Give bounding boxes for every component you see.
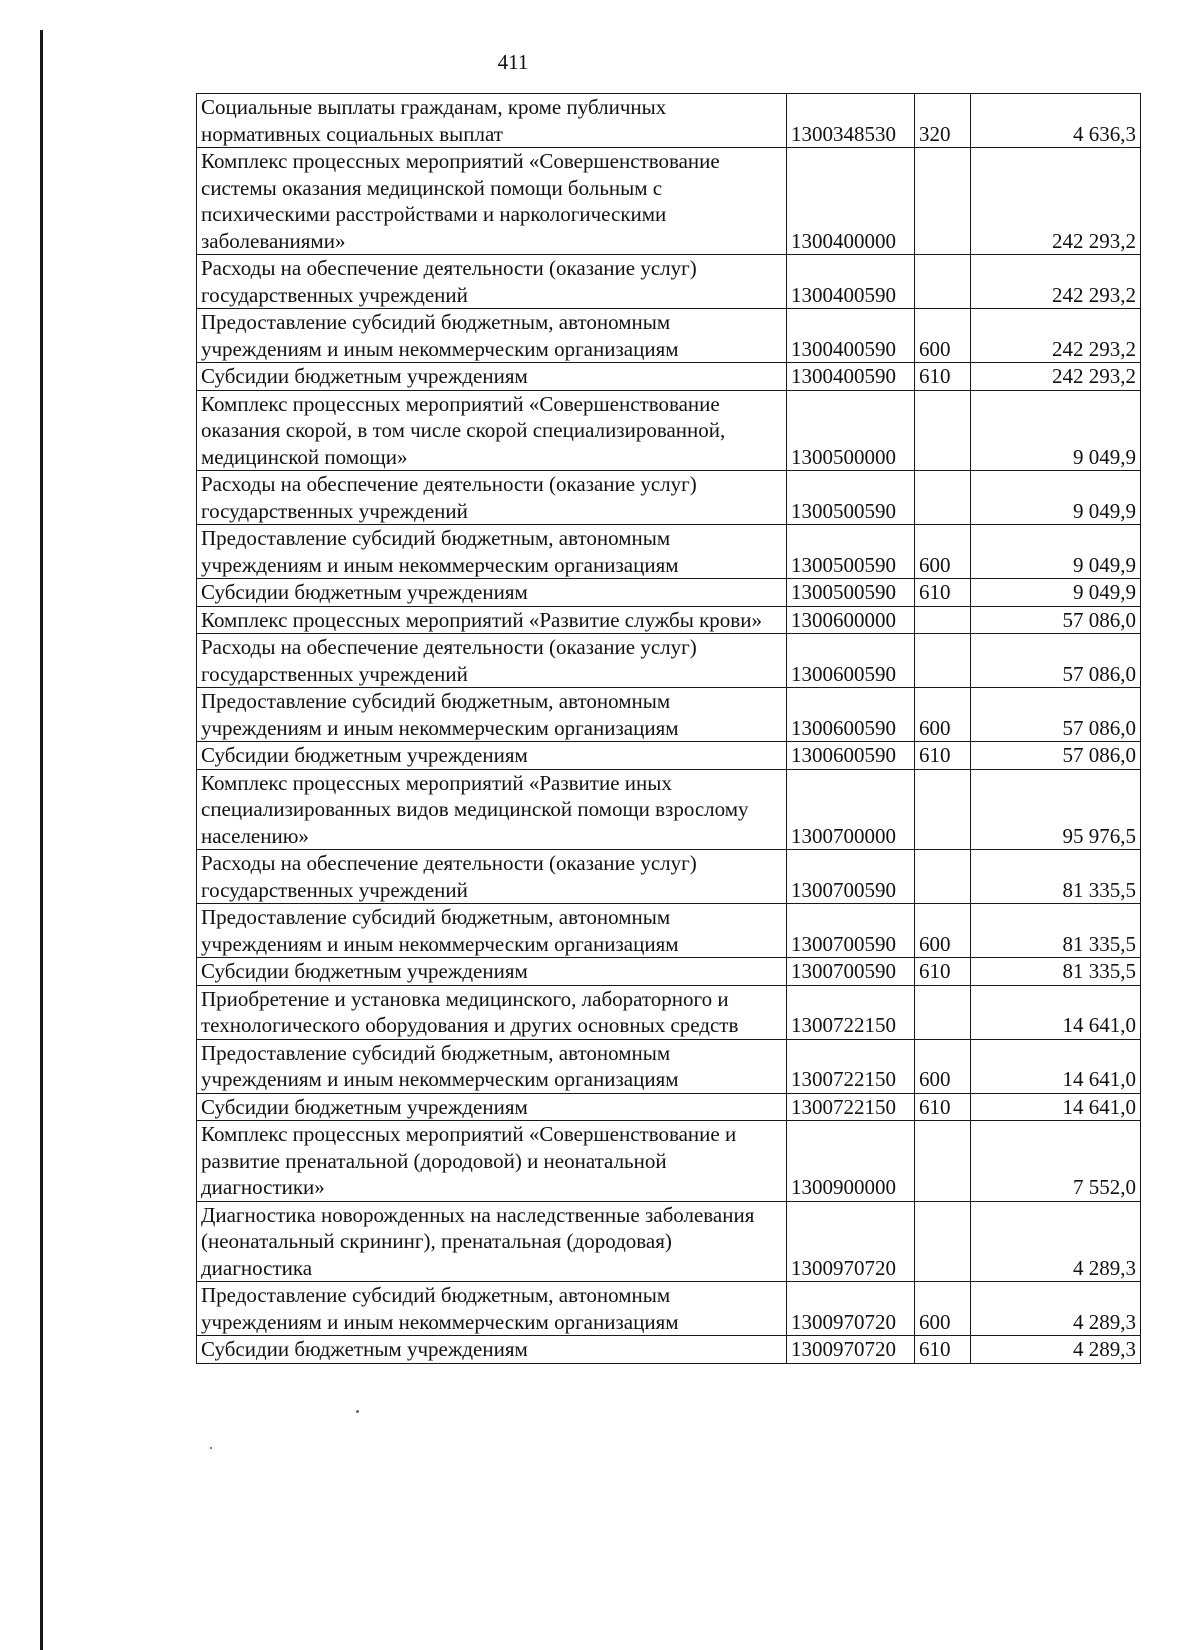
amount-cell: 81 335,5 <box>971 904 1141 958</box>
name-cell: Субсидии бюджетным учреждениям <box>197 958 787 986</box>
name-cell: Субсидии бюджетным учреждениям <box>197 742 787 770</box>
code-cell: 1300500590 <box>787 525 915 579</box>
expense-type-cell <box>915 390 971 471</box>
expense-type-cell <box>915 985 971 1039</box>
name-cell: Социальные выплаты гражданам, кроме публичных нормативных социальных выплат <box>197 94 787 148</box>
amount-cell: 4 289,3 <box>971 1282 1141 1336</box>
name-cell: Субсидии бюджетным учреждениям <box>197 579 787 607</box>
code-cell: 1300722150 <box>787 1093 915 1121</box>
expense-type-cell: 600 <box>915 1282 971 1336</box>
amount-cell: 9 049,9 <box>971 390 1141 471</box>
amount-cell: 95 976,5 <box>971 769 1141 850</box>
expense-type-cell: 610 <box>915 958 971 986</box>
expense-type-cell: 600 <box>915 904 971 958</box>
amount-cell: 57 086,0 <box>971 606 1141 634</box>
table-row <box>197 985 1141 1039</box>
expense-type-cell <box>915 634 971 688</box>
expense-type-cell <box>915 850 971 904</box>
amount-cell: 57 086,0 <box>971 634 1141 688</box>
expense-type-cell: 610 <box>915 742 971 770</box>
code-cell: 1300600590 <box>787 742 915 770</box>
expense-type-cell <box>915 606 971 634</box>
table-row <box>197 742 1141 770</box>
code-cell: 1300400000 <box>787 148 915 255</box>
table-row <box>197 1282 1141 1336</box>
code-cell: 1300500590 <box>787 579 915 607</box>
amount-cell: 81 335,5 <box>971 850 1141 904</box>
expense-type-cell: 600 <box>915 309 971 363</box>
expense-type-cell <box>915 255 971 309</box>
expense-type-cell: 610 <box>915 363 971 391</box>
scan-speck <box>210 1447 212 1449</box>
table-row <box>197 634 1141 688</box>
amount-cell: 4 289,3 <box>971 1336 1141 1364</box>
table-row <box>197 471 1141 525</box>
name-cell: Комплекс процессных мероприятий «Совершенствование системы оказания медицинской помощи больным с психическими расстройствами и наркологическими заболеваниями» <box>197 148 787 255</box>
name-cell: Диагностика новорожденных на наследственные заболевания (неонатальный скрининг), пренатальная (дородовая) диагностика <box>197 1201 787 1282</box>
table-row <box>197 769 1141 850</box>
expense-type-cell: 610 <box>915 579 971 607</box>
expense-type-cell: 600 <box>915 688 971 742</box>
code-cell: 1300348530 <box>787 94 915 148</box>
code-cell: 1300400590 <box>787 363 915 391</box>
name-cell: Предоставление субсидий бюджетным, автономным учреждениям и иным некоммерческим организациям <box>197 309 787 363</box>
name-cell: Комплекс процессных мероприятий «Совершенствование оказания скорой, в том числе скорой специализированной, медицинской помощи» <box>197 390 787 471</box>
table-row <box>197 606 1141 634</box>
budget-table-body <box>197 94 1141 1364</box>
code-cell: 1300600000 <box>787 606 915 634</box>
code-cell: 1300500590 <box>787 471 915 525</box>
amount-cell: 9 049,9 <box>971 525 1141 579</box>
code-cell: 1300970720 <box>787 1282 915 1336</box>
table-row <box>197 688 1141 742</box>
amount-cell: 7 552,0 <box>971 1121 1141 1202</box>
amount-cell: 242 293,2 <box>971 255 1141 309</box>
table-row <box>197 1121 1141 1202</box>
expense-type-cell <box>915 1201 971 1282</box>
name-cell: Комплекс процессных мероприятий «Развитие иных специализированных видов медицинской помощи взрослому населению» <box>197 769 787 850</box>
table-row <box>197 850 1141 904</box>
expense-type-cell <box>915 148 971 255</box>
table-row <box>197 309 1141 363</box>
table-row <box>197 579 1141 607</box>
code-cell: 1300700590 <box>787 850 915 904</box>
scan-edge-line <box>40 30 43 1650</box>
expense-type-cell <box>915 471 971 525</box>
code-cell: 1300722150 <box>787 985 915 1039</box>
expense-type-cell <box>915 769 971 850</box>
amount-cell: 4 636,3 <box>971 94 1141 148</box>
code-cell: 1300700000 <box>787 769 915 850</box>
table-row <box>197 94 1141 148</box>
code-cell: 1300900000 <box>787 1121 915 1202</box>
table-row <box>197 1093 1141 1121</box>
code-cell: 1300970720 <box>787 1201 915 1282</box>
code-cell: 1300700590 <box>787 904 915 958</box>
expense-type-cell: 320 <box>915 94 971 148</box>
table-row <box>197 255 1141 309</box>
expense-type-cell: 600 <box>915 525 971 579</box>
table-row <box>197 904 1141 958</box>
amount-cell: 57 086,0 <box>971 688 1141 742</box>
amount-cell: 57 086,0 <box>971 742 1141 770</box>
table-row <box>197 363 1141 391</box>
code-cell: 1300400590 <box>787 309 915 363</box>
amount-cell: 4 289,3 <box>971 1201 1141 1282</box>
name-cell: Комплекс процессных мероприятий «Развитие службы крови» <box>197 606 787 634</box>
expense-type-cell: 600 <box>915 1039 971 1093</box>
expense-type-cell: 610 <box>915 1336 971 1364</box>
table-row <box>197 390 1141 471</box>
table-row <box>197 958 1141 986</box>
code-cell: 1300700590 <box>787 958 915 986</box>
name-cell: Предоставление субсидий бюджетным, автономным учреждениям и иным некоммерческим организациям <box>197 688 787 742</box>
name-cell: Субсидии бюджетным учреждениям <box>197 1093 787 1121</box>
name-cell: Предоставление субсидий бюджетным, автономным учреждениям и иным некоммерческим организациям <box>197 1039 787 1093</box>
table-row <box>197 1336 1141 1364</box>
amount-cell: 242 293,2 <box>971 148 1141 255</box>
amount-cell: 14 641,0 <box>971 985 1141 1039</box>
name-cell: Расходы на обеспечение деятельности (оказание услуг) государственных учреждений <box>197 471 787 525</box>
name-cell: Субсидии бюджетным учреждениям <box>197 363 787 391</box>
table-row <box>197 148 1141 255</box>
name-cell: Комплекс процессных мероприятий «Совершенствование и развитие пренатальной (дородовой) и неонатальной диагностики» <box>197 1121 787 1202</box>
amount-cell: 14 641,0 <box>971 1039 1141 1093</box>
amount-cell: 242 293,2 <box>971 309 1141 363</box>
table-row <box>197 1201 1141 1282</box>
name-cell: Предоставление субсидий бюджетным, автономным учреждениям и иным некоммерческим организациям <box>197 1282 787 1336</box>
name-cell: Приобретение и установка медицинского, лабораторного и технологического оборудования и других основных средств <box>197 985 787 1039</box>
code-cell: 1300722150 <box>787 1039 915 1093</box>
name-cell: Субсидии бюджетным учреждениям <box>197 1336 787 1364</box>
scan-speck <box>356 1410 359 1413</box>
expense-type-cell <box>915 1121 971 1202</box>
page-number: 411 <box>497 50 529 74</box>
table-row <box>197 1039 1141 1093</box>
name-cell: Предоставление субсидий бюджетным, автономным учреждениям и иным некоммерческим организациям <box>197 525 787 579</box>
budget-table <box>196 93 1141 1364</box>
code-cell: 1300970720 <box>787 1336 915 1364</box>
amount-cell: 9 049,9 <box>971 471 1141 525</box>
amount-cell: 14 641,0 <box>971 1093 1141 1121</box>
name-cell: Расходы на обеспечение деятельности (оказание услуг) государственных учреждений <box>197 850 787 904</box>
code-cell: 1300500000 <box>787 390 915 471</box>
amount-cell: 242 293,2 <box>971 363 1141 391</box>
name-cell: Предоставление субсидий бюджетным, автономным учреждениям и иным некоммерческим организациям <box>197 904 787 958</box>
amount-cell: 81 335,5 <box>971 958 1141 986</box>
amount-cell: 9 049,9 <box>971 579 1141 607</box>
code-cell: 1300600590 <box>787 634 915 688</box>
expense-type-cell: 610 <box>915 1093 971 1121</box>
code-cell: 1300600590 <box>787 688 915 742</box>
name-cell: Расходы на обеспечение деятельности (оказание услуг) государственных учреждений <box>197 255 787 309</box>
table-row <box>197 525 1141 579</box>
code-cell: 1300400590 <box>787 255 915 309</box>
name-cell: Расходы на обеспечение деятельности (оказание услуг) государственных учреждений <box>197 634 787 688</box>
